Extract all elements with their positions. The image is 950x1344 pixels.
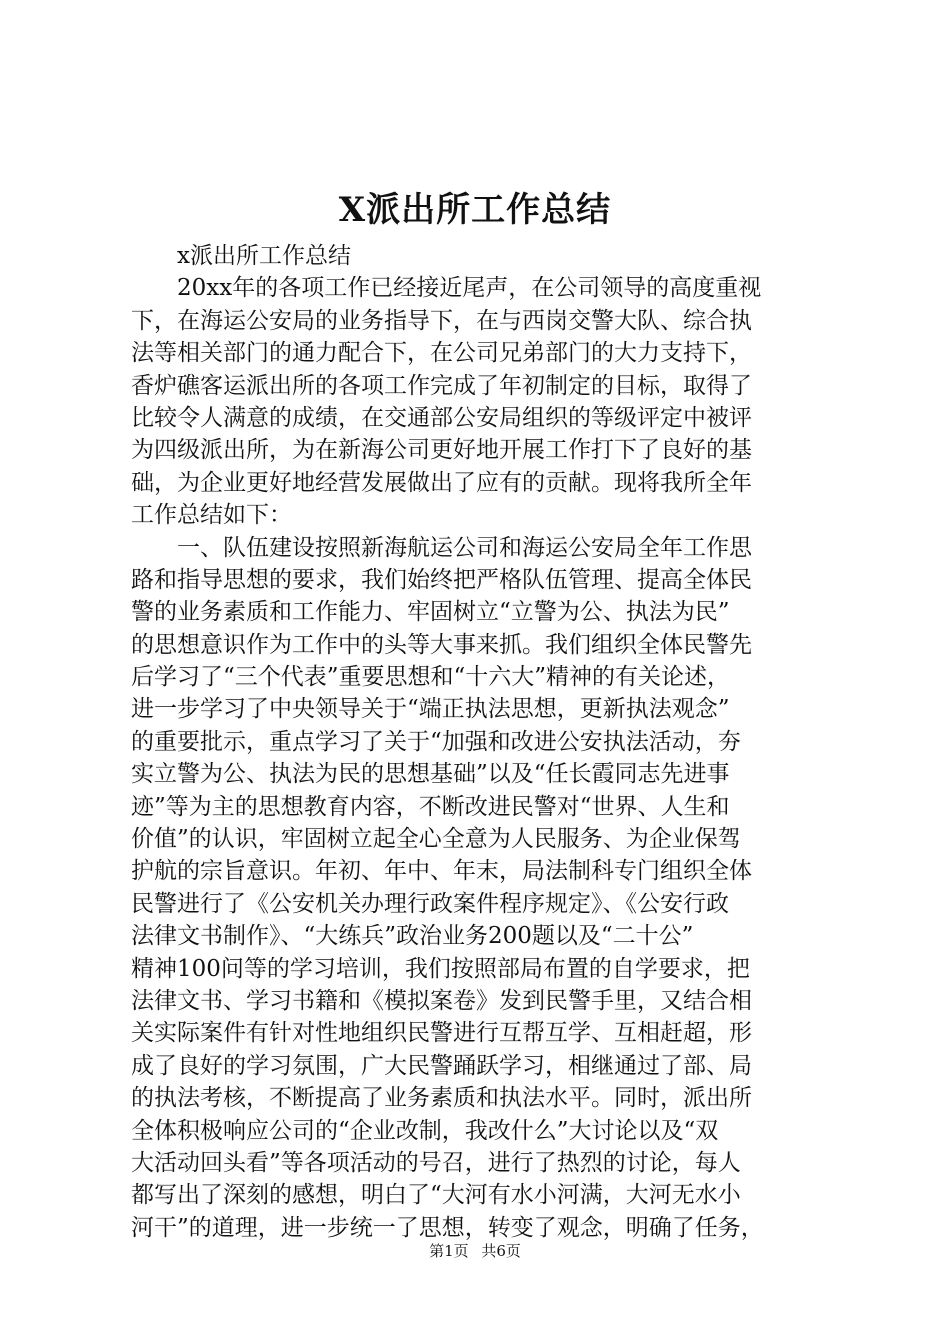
document-title: X派出所工作总结 — [338, 190, 612, 230]
text-line: 成了良好的学习氛围，广大民警踊跃学习，相继通过了部、局 — [131, 1052, 752, 1079]
text-line: x派出所工作总结 — [131, 243, 351, 269]
text-line: 实立警为公、执法为民的思想基础”以及“任长霞同志先进事 — [131, 761, 730, 788]
text-line: 后学习了“三个代表”重要思想和“十六大”精神的有关论述， — [131, 664, 731, 691]
text-line: 路和指导思想的要求，我们始终把严格队伍管理、提高全体民 — [131, 566, 752, 593]
text-line: 20xx年的各项工作已经接近尾声，在公司领导的高度重视 — [131, 275, 762, 302]
text-line: 下，在海运公安局的业务指导下，在与西岗交警大队、综合执 — [131, 307, 752, 334]
page-footer — [0, 1241, 950, 1261]
text-line: 的重要批示，重点学习了关于“加强和改进公安执法活动，夯 — [131, 728, 741, 755]
text-line: 法律文书制作》、“大练兵”政治业务200题以及“二十公” — [131, 923, 694, 950]
text-line: 香炉礁客运派出所的各项工作完成了年初制定的目标，取得了 — [131, 372, 752, 399]
page-number: 第1页 — [429, 1242, 469, 1260]
text-line: 的思想意识作为工作中的头等大事来抓。我们组织全体民警先 — [131, 631, 752, 658]
text-line: 民警进行了《公安机关办理行政案件程序规定》、《公安行政 — [131, 890, 729, 917]
text-line: 法等相关部门的通力配合下，在公司兄弟部门的大力支持下， — [131, 340, 752, 367]
text-line: 都写出了深刻的感想，明白了“大河有水小河满，大河无水小 — [131, 1182, 741, 1209]
text-line: 大活动回头看”等各项活动的号召，进行了热烈的讨论，每人 — [131, 1149, 741, 1176]
text-line: 为四级派出所，为在新海公司更好地开展工作打下了良好的基 — [131, 437, 752, 464]
text-line: 迹”等为主的思想教育内容，不断改进民警对“世界、人生和 — [131, 793, 730, 820]
text-line: 比较令人满意的成绩，在交通部公安局组织的等级评定中被评 — [131, 404, 752, 431]
text-line: 护航的宗旨意识。年初、年中、年末，局法制科专门组织全体 — [131, 858, 752, 885]
text-line: 警的业务素质和工作能力、牢固树立“立警为公、执法为民” — [131, 599, 730, 626]
text-line: 精神100问等的学习培训，我们按照部局布置的自学要求，把 — [131, 955, 750, 982]
text-line: 工作总结如下： — [131, 502, 292, 529]
text-line: 进一步学习了中央领导关于“端正执法思想，更新执法观念” — [131, 696, 730, 723]
text-line: 础，为企业更好地经营发展做出了应有的贡献。现将我所全年 — [131, 469, 752, 496]
page-total: 共6页 — [481, 1242, 521, 1260]
text-line: 河干”的道理，进一步统一了思想，转变了观念，明确了任务， — [131, 1214, 764, 1241]
text-line: 价值”的认识，牢固树立起全心全意为人民服务、为企业保驾 — [131, 826, 741, 853]
text-line: 一、队伍建设按照新海航运公司和海运公安局全年工作思 — [131, 534, 752, 561]
text-line: 法律文书、学习书籍和《模拟案卷》发到民警手里，又结合相 — [131, 987, 752, 1014]
text-line: 关实际案件有针对性地组织民警进行互帮互学、互相赶超，形 — [131, 1020, 752, 1047]
text-line: 的执法考核，不断提高了业务素质和执法水平。同时，派出所 — [131, 1085, 752, 1112]
document-body — [131, 240, 831, 1244]
text-line: 全体积极响应公司的“企业改制，我改什么”大讨论以及“双 — [131, 1117, 719, 1144]
